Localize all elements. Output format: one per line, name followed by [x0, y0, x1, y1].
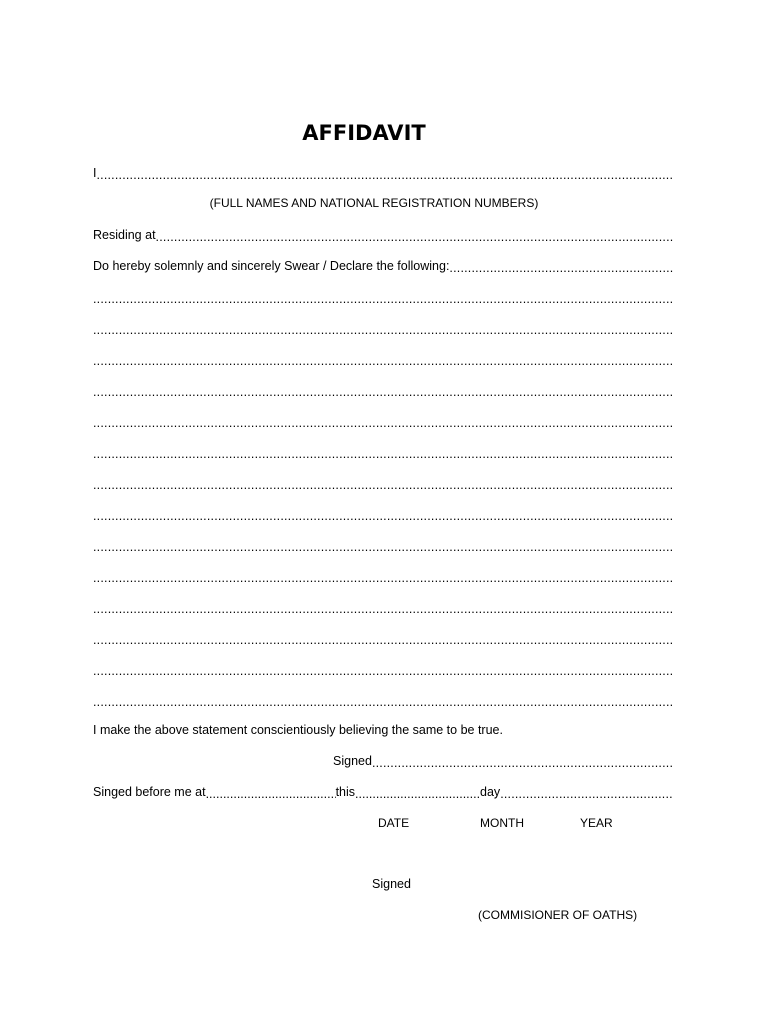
- date-blank[interactable]: [355, 786, 480, 800]
- signed-before-label: Singed before me at: [93, 785, 206, 799]
- declaration-blank[interactable]: [93, 291, 673, 305]
- month-year-blank[interactable]: [500, 786, 673, 800]
- declaration-line[interactable]: [93, 661, 673, 677]
- signed-bottom-label: Signed: [372, 877, 411, 891]
- declaration-line[interactable]: [93, 444, 673, 460]
- residing-line[interactable]: [93, 227, 673, 243]
- declaration-blank[interactable]: [93, 353, 673, 367]
- year-label: YEAR: [580, 816, 613, 830]
- declaration-blank[interactable]: [93, 508, 673, 522]
- declaration-blank[interactable]: [93, 539, 673, 553]
- declaration-blank[interactable]: [93, 322, 673, 336]
- declaration-blank[interactable]: [93, 570, 673, 584]
- declaration-line[interactable]: [93, 692, 673, 708]
- declaration-blank[interactable]: [93, 663, 673, 677]
- declaration-line[interactable]: [93, 475, 673, 491]
- full-name-line[interactable]: [93, 165, 673, 181]
- date-label: DATE: [378, 816, 410, 830]
- declaration-blank[interactable]: [93, 415, 673, 429]
- signed-blank[interactable]: [372, 755, 673, 769]
- declaration-blank[interactable]: [93, 446, 673, 460]
- full-names-label: (FULL NAMES AND NATIONAL REGISTRATION NUMBERS): [209, 196, 539, 210]
- full-name-blank[interactable]: [96, 167, 673, 181]
- declaration-line[interactable]: [93, 630, 673, 646]
- day-label: day: [480, 785, 501, 799]
- signed-before-line[interactable]: [93, 784, 673, 800]
- month-label: MONTH: [480, 816, 524, 830]
- declaration-line[interactable]: [93, 382, 673, 398]
- full-name-prefix: I: [93, 166, 97, 180]
- signed-label: Signed: [333, 754, 372, 768]
- declaration-blank[interactable]: [93, 384, 673, 398]
- declare-line[interactable]: [93, 258, 673, 274]
- document-title: AFFIDAVIT: [302, 121, 426, 145]
- declaration-line[interactable]: [93, 320, 673, 336]
- declaration-blank[interactable]: [93, 477, 673, 491]
- declare-blank[interactable]: [449, 260, 673, 274]
- residing-blank[interactable]: [156, 229, 673, 243]
- declaration-blank[interactable]: [93, 601, 673, 615]
- declaration-line[interactable]: [93, 289, 673, 305]
- place-blank[interactable]: [206, 786, 336, 800]
- declaration-line[interactable]: [93, 506, 673, 522]
- declaration-line[interactable]: [93, 351, 673, 367]
- statement-text: I make the above statement conscientiously believing the same to be true.: [93, 723, 503, 737]
- declare-label: Do hereby solemnly and sincerely Swear / Declare the following:: [93, 259, 450, 273]
- signed-line[interactable]: [333, 753, 673, 769]
- declaration-line[interactable]: [93, 568, 673, 584]
- declaration-line[interactable]: [93, 537, 673, 553]
- this-label: this: [335, 785, 356, 799]
- declaration-line[interactable]: [93, 413, 673, 429]
- residing-label: Residing at: [93, 228, 156, 242]
- declaration-blank[interactable]: [93, 632, 673, 646]
- declaration-line[interactable]: [93, 599, 673, 615]
- commissioner-label: (COMMISIONER OF OATHS): [478, 908, 638, 922]
- declaration-blank[interactable]: [93, 694, 673, 708]
